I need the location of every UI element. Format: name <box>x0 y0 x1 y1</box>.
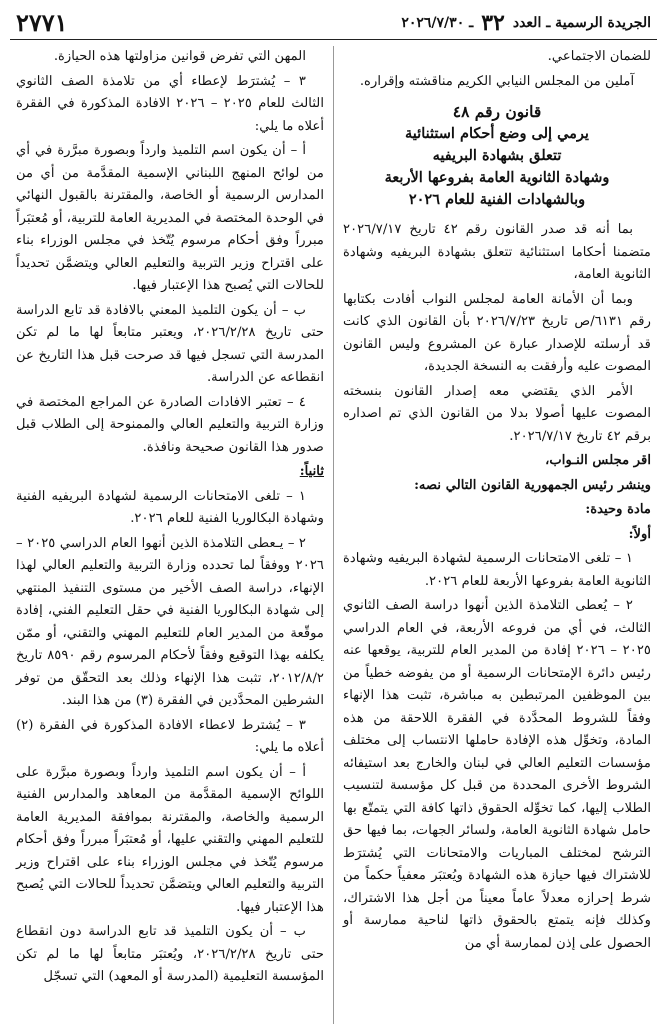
page-header <box>10 6 657 40</box>
paragraph: بما أنه قد صدر القانون رقم ٤٢ تاريخ ٢٠٢٦/٧/١٧ متضمنا أحكاما استثنائية تتعلق بشهادة البريفيه وشهادة الثانوية العامة، <box>343 222 651 282</box>
paragraph: ٣ – يُشترط لاعطاء الافادة المذكورة في الفقرة (٢) أعلاه ما يلي: <box>16 717 324 755</box>
issue-date: ـ ٢٠٢٦/٧/٣٠ <box>401 14 474 31</box>
section-heading: مادة وحيدة: <box>585 502 651 517</box>
law-title-line: وبالشهادات الفنية للعام ٢٠٢٦ <box>408 191 586 208</box>
right-column <box>337 46 657 1024</box>
paragraph: ب – أن يكون التلميذ المعني بالافادة قد تابع الدراسة حتى تاريخ ٢٠٢٦/٢/٢٨، ويعتبر متابعاً لها ما لم تكن المدرسة التي تسجل فيها قد صرحت قبل هذا التاريخ عن انقطاعه عن الدراسة. <box>16 302 325 385</box>
text-columns <box>10 46 657 1024</box>
law-title-line: وشهادة الثانوية العامة بفروعها الأربعة <box>384 169 610 186</box>
paragraph: وبما أن الأمانة العامة لمجلس النواب أفادت بكتابها رقم ٦١٣١/ص تاريخ ٢٠٢٦/٧/٢٣ بأن القانون الذي كانت قد أرسلته للإصدار عبارة عن المشروع وليس القانون المصوت عليه وأرفقت به النسخة الجديدة، <box>343 291 651 374</box>
paragraph: ٤ – تعتبر الافادات الصادرة عن المراجع المختصة في وزارة التربية والتعليم العالي والممنوحة إلى الطلاب قبل صدور هذا القانون صحيحة ونافذة. <box>16 394 324 455</box>
left-column <box>10 46 330 1024</box>
column-divider <box>333 46 334 1024</box>
page-number: ٢٧٧١ <box>16 8 68 37</box>
paragraph: المهن التي تفرض قوانين مزاولتها هذه الحيازة. <box>53 49 306 64</box>
paragraph: ٢ – يـعطى التلامذة الذين أنهوا العام الدراسي ٢٠٢٥ – ٢٠٢٦ ووفقاً لما تحدده وزارة التربية والتعليم العالي لهذا الإنهاء، دراسة الصف الأخير من مستوى التنفيذ المنتهي إلى شهادة البكالوريا الفنية في حقل التعليم الفني، إفادة موقّعة من المدير العام للتعليم المهني والتقني، أو ممّن يكلفه بهذا التوقيع وفقاً لأحكام المرسوم رقم ٨٥٩٠ تاريخ ٢٠١٢/٨/٢، تثبت هذا الإنهاء وذلك بعد التحقّق من توفر الشرطين المحدَّدين في الفقرة (٣) من هذا البند. <box>16 535 324 708</box>
paragraph: ٢ – يُعطى التلامذة الذين أنهوا دراسة الصف الثانوي الثالث، في أي من فروعه الأربعة، في العام الدراسي ٢٠٢٥ – ٢٠٢٦ إفادة من المدير العام للتربية، يوقعها عنه رئيس دائرة الإمتحانات الرسمية أو من يفوضه خطياً من بين الموظفين المرتبطين به مباشرة، تثبت هذا الإنهاء وفقاً للشروط المحدَّدة في الفقرة اللاحقة من هذه المادة، وتخوِّل هذه الإفادة حاملها الانتساب إلى مختلف مؤسسات التعليم العالي في لبنان والخارج بعد استيفائه الشروط الأخرى المحددة من قبل كل مؤسسة لتنسيب الطلاب إليها، كما تخوِّله الحقوق ذاتها كافة التي يتمتّع بها حامل شهادة الثانوية العامة، ولسائر الجهات، بما فيها حق الترشح لمختلف المباريات والامتحانات التي يُشترَط للاشتراك فيها حيازة هذه الشهادة ويُعتبَر معفياً حكماً من شرط إحرازه معدلاً عاماً معيناً من أجل هذا الاشتراك، وكذلك فإنه يتمتع بالحقوق ذاتها لناحية ممارسة أو الحصول على إذن لممارسة أي من <box>343 598 651 951</box>
paragraph: ١ – تلغى الامتحانات الرسمية لشهادة البريفيه الفنية وشهادة البكالوريا الفنية للعام ٢٠٢٦. <box>16 488 324 526</box>
section-heading: ثانياً: <box>299 464 324 479</box>
paragraph: أ – أن يكون اسم التلميذ وارداً وبصورة مبرَّرة على اللوائح الإسمية المقدَّمة من المعاهد والمدارس الفنية الرسمية والخاصة، والمقترنة بموافقة المديرية العامة للتعليم المهني والتقني عليها، أو مُعتبَراً مبرراً وفق أحكام مرسوم يُتّخذ في مجلس الوزراء بناء على اقتراح وزير التربية والتعليم العالي ويتضمَّن تحديداً للحالات التي يُصبح هذا الإعتبار فيها. <box>16 764 324 915</box>
law-title-line: قانون رقم ٤٨ <box>452 102 542 121</box>
paragraph: للضمان الاجتماعي. <box>547 49 651 64</box>
paragraph: ١ – تلغى الامتحانات الرسمية لشهادة البريفيه وشهادة الثانوية العامة بفروعها الأربعة للعام ٢٠٢٦. <box>343 551 651 589</box>
gazette-title: الجريدة الرسمية ـ العدد <box>512 14 651 31</box>
law-title <box>343 101 651 211</box>
section-heading: أولاً: <box>628 526 651 542</box>
paragraph: أ – أن يكون اسم التلميذ وارداً وبصورة مبرَّرة في أي من لوائح المنهج اللبناني الإسمية المقدَّمة من أي من المدارس الرسمية أو الخاصة، والمقترنة بالقبول النهائي في الوحدة المختصة في المديرية العامة للتربية، أو مُعتبَراً مبرراً وفق أحكام مرسوم يُتّخذ في مجلس الوزراء بناء على اقتراح وزير التربية والتعليم العالي ويتضمَّن تحديداً للحالات التي يُصبح هذا الإعتبار فيها. <box>16 143 324 293</box>
paragraph: ب – أن يكون التلميذ قد تابع الدراسة دون انقطاع حتى تاريخ ٢٠٢٦/٢/٢٨، ويُعتبَر متابعاً لها ما لم تكن المؤسسة التعليمية (المدرسة أو المعهد) التي تسجّل <box>16 924 325 984</box>
law-title-line: يرمي إلى وضع أحكام استثنائية <box>405 125 589 142</box>
section-heading: وينشر رئيس الجمهورية القانون التالي نصه: <box>414 477 651 493</box>
paragraph: ٣ – يُشترَط لإعطاء أي من تلامذة الصف الثانوي الثالث للعام ٢٠٢٥ – ٢٠٢٦ الافادة المذكورة في الفقرة أعلاه ما يلي: <box>16 73 324 134</box>
issue-number: ٣٢ <box>481 9 505 36</box>
law-title-line: تتعلق بشهادة البريفيه <box>432 147 562 164</box>
paragraph: الأمر الذي يقتضي معه إصدار القانون بنسخته المصوت عليها أصولا بدلا من القانون الذي تم اصداره برقم ٤٢ تاريخ ٢٠٢٦/٧/١٧. <box>343 383 651 444</box>
header-title-group <box>401 10 651 36</box>
section-heading: اقر مجلس النـواب، <box>545 453 651 468</box>
paragraph: آملين من المجلس النيابي الكريم مناقشته وإقراره. <box>359 73 635 89</box>
